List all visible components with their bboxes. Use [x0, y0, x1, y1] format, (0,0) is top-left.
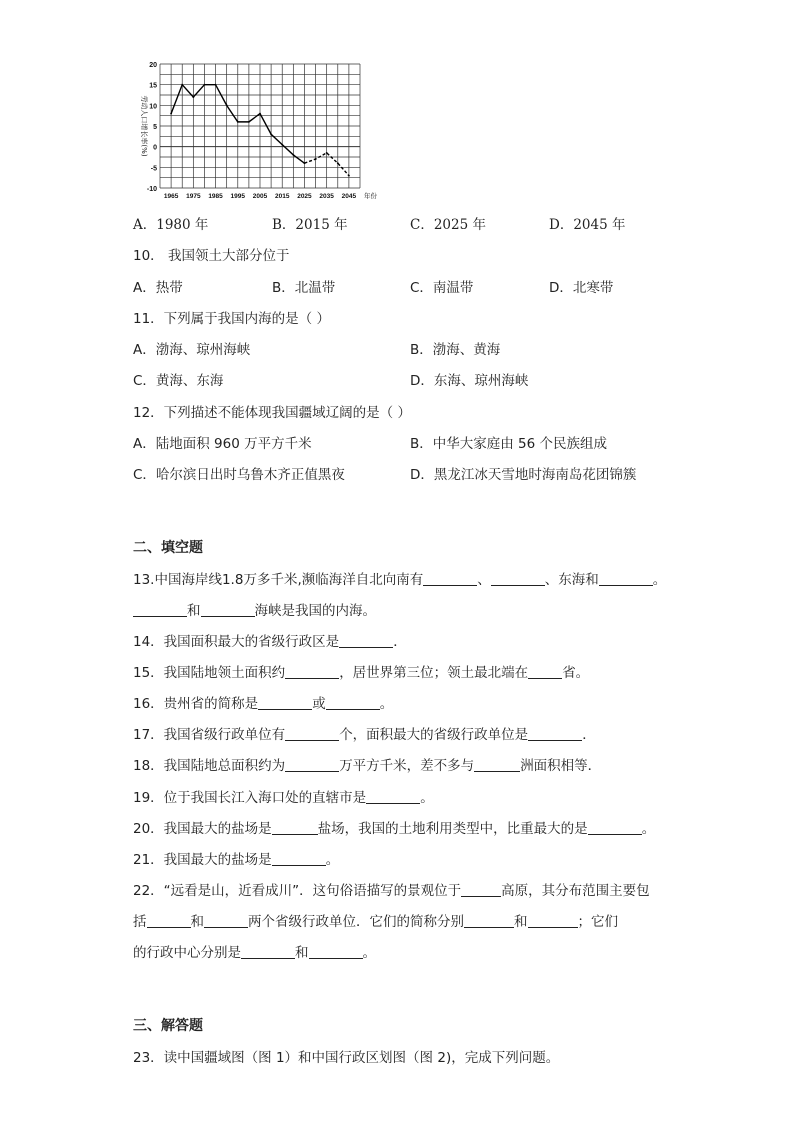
q22-text-8: 的行政中心分别是 — [133, 945, 241, 961]
x-tick-label: 2025 — [297, 193, 312, 200]
q13-text-4: 。 — [652, 572, 667, 588]
q17-blank-2[interactable] — [528, 726, 582, 741]
q20-text-3: 。 — [641, 821, 656, 837]
q16 — [133, 692, 393, 712]
data-point — [215, 84, 217, 86]
y-tick-label: 0 — [153, 144, 157, 152]
data-point — [170, 113, 172, 115]
q14-text-1: 14．我国面积最大的省级行政区是 — [133, 634, 340, 650]
q21-blank-1[interactable] — [272, 851, 326, 866]
y-axis-label: 劳动人口增长率(%) — [140, 95, 148, 157]
q10-stem: 10． 我国领土大部分位于 — [133, 248, 290, 264]
q18-text-3: 洲面积相等． — [520, 758, 602, 774]
x-tick-label: 2005 — [252, 193, 268, 200]
q16-blank-2[interactable] — [326, 695, 380, 710]
q9-option-d[interactable]: D．2045 年 — [549, 217, 626, 233]
q23-stem: 23．读中国疆域图（图 1）和中国行政区划图（图 2)，完成下列问题。 — [133, 1050, 560, 1066]
data-point — [192, 96, 194, 98]
q13-blank-2[interactable] — [491, 571, 545, 586]
q13-text-6: 海峡是我国的内海。 — [254, 603, 376, 619]
q10-option-d[interactable]: D．北寒带 — [549, 280, 614, 296]
q12-option-b[interactable]: B．中华大家庭由 56 个民族组成 — [410, 436, 608, 452]
data-point — [248, 121, 250, 123]
q17-blank-1[interactable] — [285, 726, 339, 741]
q16-text-1: 16．贵州省的简称是 — [133, 696, 259, 712]
y-tick-label: -5 — [150, 165, 157, 173]
q18-text-2: 万平方千米，差不多与 — [339, 758, 475, 774]
q22-blank-6[interactable] — [241, 944, 295, 959]
x-tick-label: 2045 — [341, 193, 357, 200]
x-tick-label: 2015 — [274, 193, 290, 200]
q14-blank-1[interactable] — [339, 633, 393, 648]
q17 — [133, 723, 596, 743]
q13-blank-3[interactable] — [599, 571, 653, 586]
q13-line2 — [133, 599, 376, 619]
q22-text-7: ；它们 — [577, 914, 618, 930]
q13-text-3: 、东海和 — [544, 572, 599, 588]
q22-blank-4[interactable] — [464, 913, 514, 928]
q22-text-10: 。 — [362, 945, 376, 961]
q22-text-4: 和 — [190, 914, 204, 930]
q18 — [133, 754, 601, 774]
q22-text-9: 和 — [295, 945, 309, 961]
q15 — [133, 661, 589, 681]
y-tick-label: 15 — [149, 82, 157, 90]
q13-text-2: 、 — [477, 572, 491, 588]
data-point — [326, 152, 328, 154]
q21-text-1: 21．我国最大的盐场是 — [133, 852, 272, 868]
q22-line3 — [133, 941, 376, 961]
q20-blank-1[interactable] — [272, 820, 318, 835]
q22-blank-3[interactable] — [204, 913, 248, 928]
q22-blank-1[interactable] — [461, 882, 501, 897]
q15-text-1: 15．我国陆地领土面积约 — [133, 665, 286, 681]
q10-option-b[interactable]: B．北温带 — [272, 280, 336, 296]
data-point — [204, 84, 206, 86]
q11-option-d[interactable]: D．东海、琼州海峡 — [410, 373, 529, 389]
q20 — [133, 817, 655, 837]
y-tick-label: 20 — [149, 62, 157, 69]
q18-text-1: 18．我国陆地总面积约为 — [133, 758, 286, 774]
q20-text-1: 20．我国最大的盐场是 — [133, 821, 272, 837]
y-tick-label: -10 — [146, 186, 157, 193]
q21-text-2: 。 — [325, 852, 340, 868]
x-axis-label: 年份 — [364, 192, 377, 200]
data-point — [292, 154, 294, 156]
q10-option-c[interactable]: C．南温带 — [410, 280, 474, 296]
x-tick-label: 1995 — [230, 193, 246, 200]
q19 — [133, 786, 434, 806]
q11-option-b[interactable]: B．渤海、黄海 — [410, 342, 501, 358]
q22-blank-2[interactable] — [147, 913, 191, 928]
data-point — [281, 144, 283, 146]
q12-option-d[interactable]: D．黑龙江冰天雪地时海南岛花团锦簇 — [410, 467, 637, 483]
q17-text-1: 17．我国省级行政单位有 — [133, 727, 286, 743]
q15-blank-1[interactable] — [285, 664, 339, 679]
q14-text-2: ． — [393, 634, 407, 650]
q13-line1 — [133, 568, 666, 588]
y-tick-label: 10 — [149, 103, 157, 111]
data-point — [304, 162, 306, 164]
section-fill-in-title: 二、填空题 — [133, 540, 203, 556]
q9-option-c[interactable]: C．2025 年 — [410, 217, 486, 233]
data-point — [315, 158, 317, 160]
q17-text-3: ． — [582, 727, 596, 743]
q11-option-a[interactable]: A．渤海、琼州海峡 — [133, 342, 251, 358]
x-tick-label: 1965 — [163, 193, 179, 200]
q20-text-2: 盐场，我国的土地利用类型中，比重最大的是 — [317, 821, 588, 837]
q18-blank-1[interactable] — [285, 757, 339, 772]
q13-blank-4[interactable] — [133, 602, 187, 617]
data-point — [226, 104, 228, 106]
data-point — [181, 84, 183, 86]
labor-growth-chart — [134, 58, 377, 206]
q20-blank-2[interactable] — [588, 820, 642, 835]
q9-option-b[interactable]: B．2015 年 — [272, 217, 348, 233]
data-point — [337, 162, 339, 164]
chart-svg — [134, 58, 377, 206]
q12-option-c[interactable]: C．哈尔滨日出时乌鲁木齐正值黑夜 — [133, 467, 345, 483]
x-tick-label: 2035 — [319, 193, 334, 200]
data-point — [259, 113, 261, 115]
y-tick-label: 5 — [153, 124, 157, 131]
q15-text-3: 省。 — [562, 665, 590, 681]
q13-text-1: 13.中国海岸线1.8万多千米,濒临海洋自北向南有 — [133, 572, 424, 588]
x-tick-label: 1975 — [186, 193, 201, 200]
q10-option-a[interactable]: A．热带 — [133, 280, 183, 296]
data-point — [237, 121, 239, 123]
q13-blank-5[interactable] — [201, 602, 255, 617]
q11-stem: 11．下列属于我国内海的是（ ） — [133, 311, 330, 327]
q13-text-5: 和 — [187, 603, 201, 619]
q22-line2 — [133, 910, 618, 930]
q12-option-a[interactable]: A．陆地面积 960 万平方千米 — [133, 436, 312, 452]
q22-text-3: 括 — [133, 914, 147, 930]
section-answer-title: 三、解答题 — [133, 1018, 203, 1034]
q14 — [133, 630, 407, 650]
q19-blank-1[interactable] — [366, 789, 420, 804]
q16-text-2: 或 — [312, 696, 326, 712]
data-point — [348, 175, 350, 177]
q11-option-c[interactable]: C．黄海、东海 — [133, 373, 224, 389]
q15-blank-2[interactable] — [528, 664, 562, 679]
q22-text-6: 和 — [514, 914, 528, 930]
q16-blank-1[interactable] — [258, 695, 312, 710]
q22-text-5: 两个省级行政单位．它们的简称分别 — [248, 914, 464, 930]
q19-text-2: 。 — [420, 790, 434, 806]
q17-text-2: 个，面积最大的省级行政单位是 — [339, 727, 529, 743]
q22-text-1: 22．“远看是山，近看成川”．这句俗语描写的景观位于 — [133, 883, 462, 899]
data-point — [270, 133, 272, 135]
q22-line1 — [133, 879, 650, 899]
q18-blank-2[interactable] — [474, 757, 520, 772]
q12-stem: 12．下列描述不能体现我国疆域辽阔的是（ ） — [133, 405, 411, 421]
q9-option-a[interactable]: A．1980 年 — [133, 217, 209, 233]
x-tick-label: 1985 — [208, 193, 223, 200]
q19-text-1: 19．位于我国长江入海口处的直辖市是 — [133, 790, 367, 806]
q22-text-2: 高原，其分布范围主要包 — [501, 883, 650, 899]
q13-blank-1[interactable] — [423, 571, 477, 586]
q15-text-2: ，居世界第三位；领土最北端在 — [339, 665, 529, 681]
q22-blank-5[interactable] — [528, 913, 578, 928]
q16-text-3: 。 — [379, 696, 394, 712]
q22-blank-7[interactable] — [309, 944, 363, 959]
q21 — [133, 848, 339, 868]
